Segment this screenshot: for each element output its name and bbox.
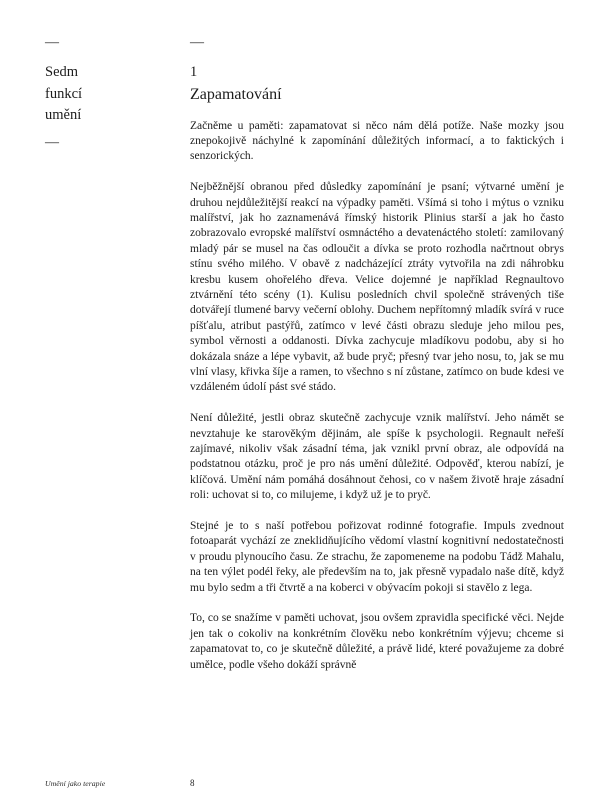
- margin-dash-top: —: [45, 35, 58, 50]
- paragraph-2: Nejběžnější obranou před důsledky zapomínání je psaní; výtvarné umění je druhou nejdůležitější reakcí na výpadky paměti. Všímá si toho i mýtus o vzniku malířství, jak ho zaznamenává římský historik Plinius starší a jak ho často zobrazovalo evropské malířství osmnáctého a devatenáctého století: zamilovaný mladý pár se musel na čas odloučit a dívka se proto rozhodla načrtnout obrys stínu svého milého. V obavě z nadcházející ztráty vytvořila na zdi náhrobku kresbu kusem ohořelého dřeva. Velice dojemné je například Regnaultovo ztvárnění této scény (1). Kulisu posledních chvil společně strávených tiše dotvářejí tlumené barvy večerní oblohy. Duchem nepřítomný mladík svírá v ruce píšťalu, atribut pastýřů, zatímco v levé části obrazu sleduje jeho milou pes, symbol věrnosti a oddanosti. Dívka zachycuje mladíkovu podobu, aby si ho dokázala snáze a lépe vybavit, až bude pryč; přesný tvar jeho nosu, to, jak se mu vlní vlasy, křivka šíje a ramen, to všechno s ní zůstane, zatímco on bude kdesi ve vzdáleném údolí pást své stádo.: [190, 181, 564, 394]
- running-footer-book-title: Umění jako terapie: [45, 779, 106, 788]
- paragraph-4: Stejné je to s naší potřebou pořizovat rodinné fotografie. Impuls zvednout fotoaparát vychází ze zneklidňujícího vědomí vlastní kognitivní nedostatečnosti v proudu plynoucího času. Ze strachu, že zapomeneme na podobu Tádž Mahalu, na ten výlet podél řeky, ale především na to, jak přesně vypadalo naše dítě, když mu bylo sedm a tři čtvrtě a na koberci v obývacím pokoji si stavělo z lega.: [190, 520, 564, 594]
- margin-column: [45, 36, 165, 150]
- section-title-line-3: umění: [45, 107, 82, 123]
- section-title-line-1: Sedm: [45, 64, 79, 80]
- main-text-column: [190, 36, 564, 673]
- body-text: [190, 119, 564, 674]
- chapter-number: 1: [190, 64, 198, 80]
- margin-dash-bottom: —: [45, 134, 58, 150]
- chapter-dash: —: [190, 35, 203, 50]
- paragraph-5: To, co se snažíme v paměti uchovat, jsou ovšem zpravidla specifické věci. Nejde jen tak o cokoliv na konkrétním člověku nebo konkrétním výjevu; chceme si zapamatovat to, co je skutečně důležité, a právě lidé, které považujeme za dobré umělce, podle všeho dokáží správně: [190, 612, 564, 671]
- page-number: 8: [190, 778, 195, 788]
- section-title: [45, 62, 165, 127]
- section-title-line-2: funkcí: [45, 85, 83, 102]
- chapter-title: Zapamatování: [190, 85, 282, 103]
- paragraph-3: Není důležité, jestli obraz skutečně zachycuje vznik malířství. Jeho námět se nevztahuje ke starověkým dějinám, ale spíše k psychologii. Regnault neřeší zajímavé, nikoliv však zásadní téma, jak vznikl první obraz, ale odpovídá na podstatnou otázku, proč je pro nás umění důležité. Odpověď, kterou nabízí, je klíčová. Umění nám pomáhá dosáhnout čehosi, co v našem životě hraje zásadní roli: uchovat si to, co milujeme, i když už je to pryč.: [190, 412, 564, 502]
- paragraph-1: Začněme u paměti: zapamatovat si něco nám dělá potíže. Naše mozky jsou znepokojivě náchylné k zapomínání důležitých informací, a to faktických i senzorických.: [190, 119, 564, 163]
